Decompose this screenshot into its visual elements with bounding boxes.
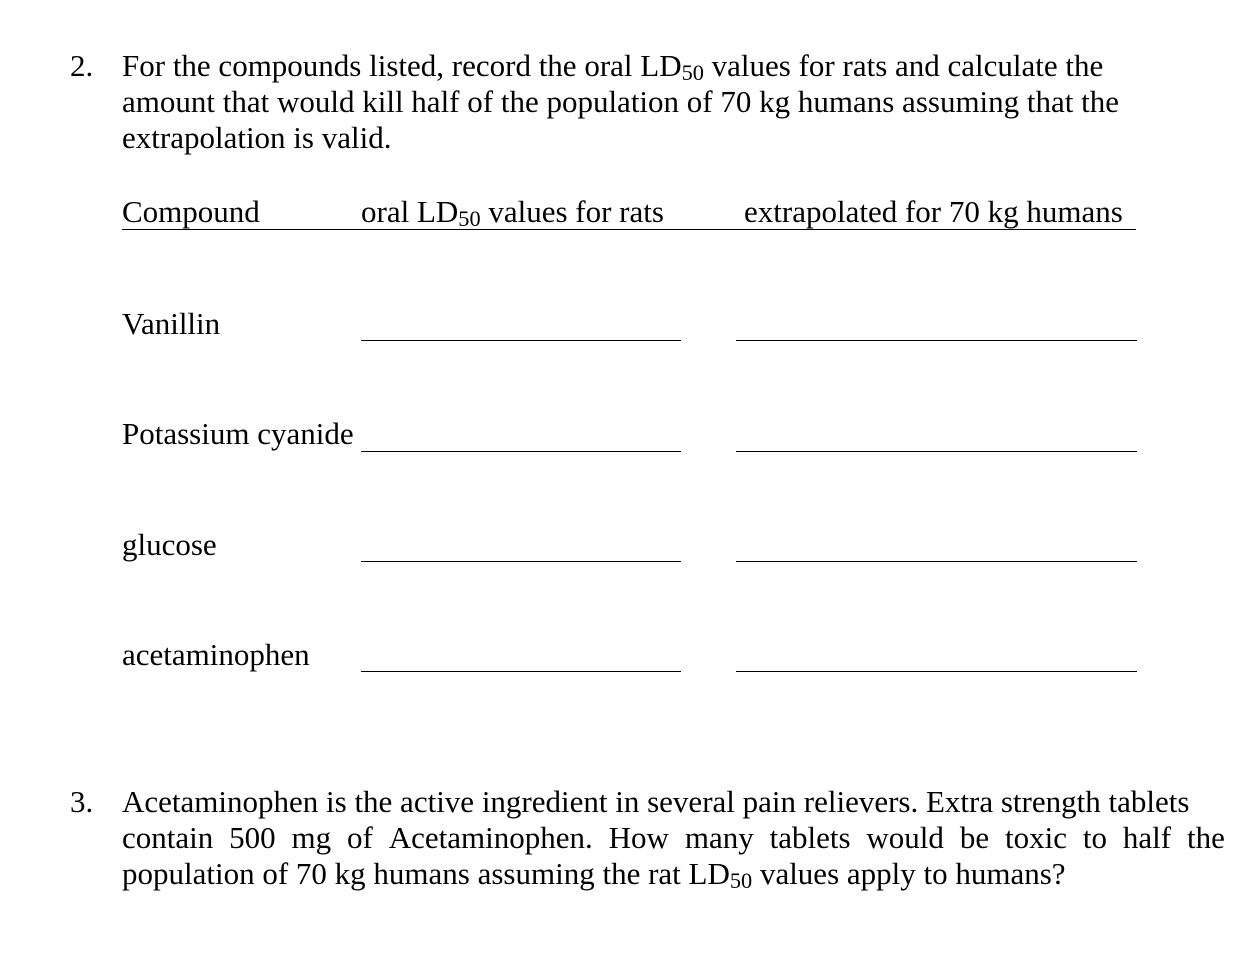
- blank-rat-potassium-cyanide[interactable]: [361, 451, 681, 452]
- question-3-word: of: [347, 820, 373, 855]
- question-3-word: contain: [122, 820, 214, 855]
- blank-human-vanillin[interactable]: [736, 340, 1137, 341]
- question-2-line-1: [122, 48, 1119, 84]
- question-3-word: mg: [291, 820, 332, 855]
- question-3-word: How: [608, 820, 669, 855]
- question-3-word: 500: [229, 820, 276, 855]
- ld50-subscript: 50: [681, 60, 704, 86]
- question-3-text: [122, 784, 1225, 892]
- question-3-word: half: [1122, 820, 1172, 855]
- header-rat-pre: oral LD: [361, 194, 459, 229]
- question-3-word: toxic: [1004, 820, 1067, 855]
- table-header: [122, 194, 1136, 230]
- blank-human-potassium-cyanide[interactable]: [736, 451, 1137, 452]
- question-3-word: to: [1082, 820, 1107, 855]
- ld50-subscript: 50: [729, 868, 753, 894]
- header-rat-post: values for rats: [480, 194, 664, 229]
- question-2-line-3: extrapolation is valid.: [122, 120, 392, 155]
- header-compound: Compound: [122, 194, 260, 229]
- question-2-number: 2.: [70, 48, 94, 83]
- blank-rat-glucose[interactable]: [361, 561, 681, 562]
- question-3-line-1: Acetaminophen is the active ingredient in several pain relievers. Extra strength tablets: [122, 784, 1190, 819]
- row-label-glucose: glucose: [122, 527, 217, 562]
- question-3-word: would: [866, 820, 944, 855]
- question-2-line-1-pre: For the compounds listed, record the oral LD: [122, 48, 682, 83]
- question-3-word: many: [684, 820, 754, 855]
- row-label-vanillin: Vanillin: [122, 306, 221, 341]
- question-3-number: 3.: [70, 784, 94, 819]
- row-label-acetaminophen: acetaminophen: [122, 637, 310, 672]
- header-rat-values: [361, 194, 664, 230]
- header-human-values: extrapolated for 70 kg humans: [744, 194, 1123, 229]
- question-3-word: Acetaminophen.: [388, 820, 593, 855]
- row-label-potassium-cyanide: Potassium cyanide: [122, 416, 354, 451]
- question-3-line-3-post: values apply to humans?: [752, 856, 1066, 891]
- question-3-line-3-pre: population of 70 kg humans assuming the rat LD: [122, 856, 730, 891]
- question-3-line-2: [122, 820, 1225, 856]
- blank-human-acetaminophen[interactable]: [736, 671, 1137, 672]
- question-2-text: [122, 48, 1119, 156]
- header-underline: [122, 229, 1136, 230]
- question-3-word: tablets: [769, 820, 851, 855]
- question-3-word: the: [1186, 820, 1225, 855]
- question-2-line-2: amount that would kill half of the population of 70 kg humans assuming that the: [122, 84, 1120, 119]
- header-ld50-subscript: 50: [458, 206, 481, 232]
- blank-rat-vanillin[interactable]: [361, 340, 681, 341]
- question-3-line-3: [122, 856, 1225, 892]
- blank-human-glucose[interactable]: [736, 561, 1137, 562]
- question-3-word: be: [959, 820, 990, 855]
- question-2-line-1-post: values for rats and calculate the: [703, 48, 1104, 83]
- blank-rat-acetaminophen[interactable]: [361, 671, 681, 672]
